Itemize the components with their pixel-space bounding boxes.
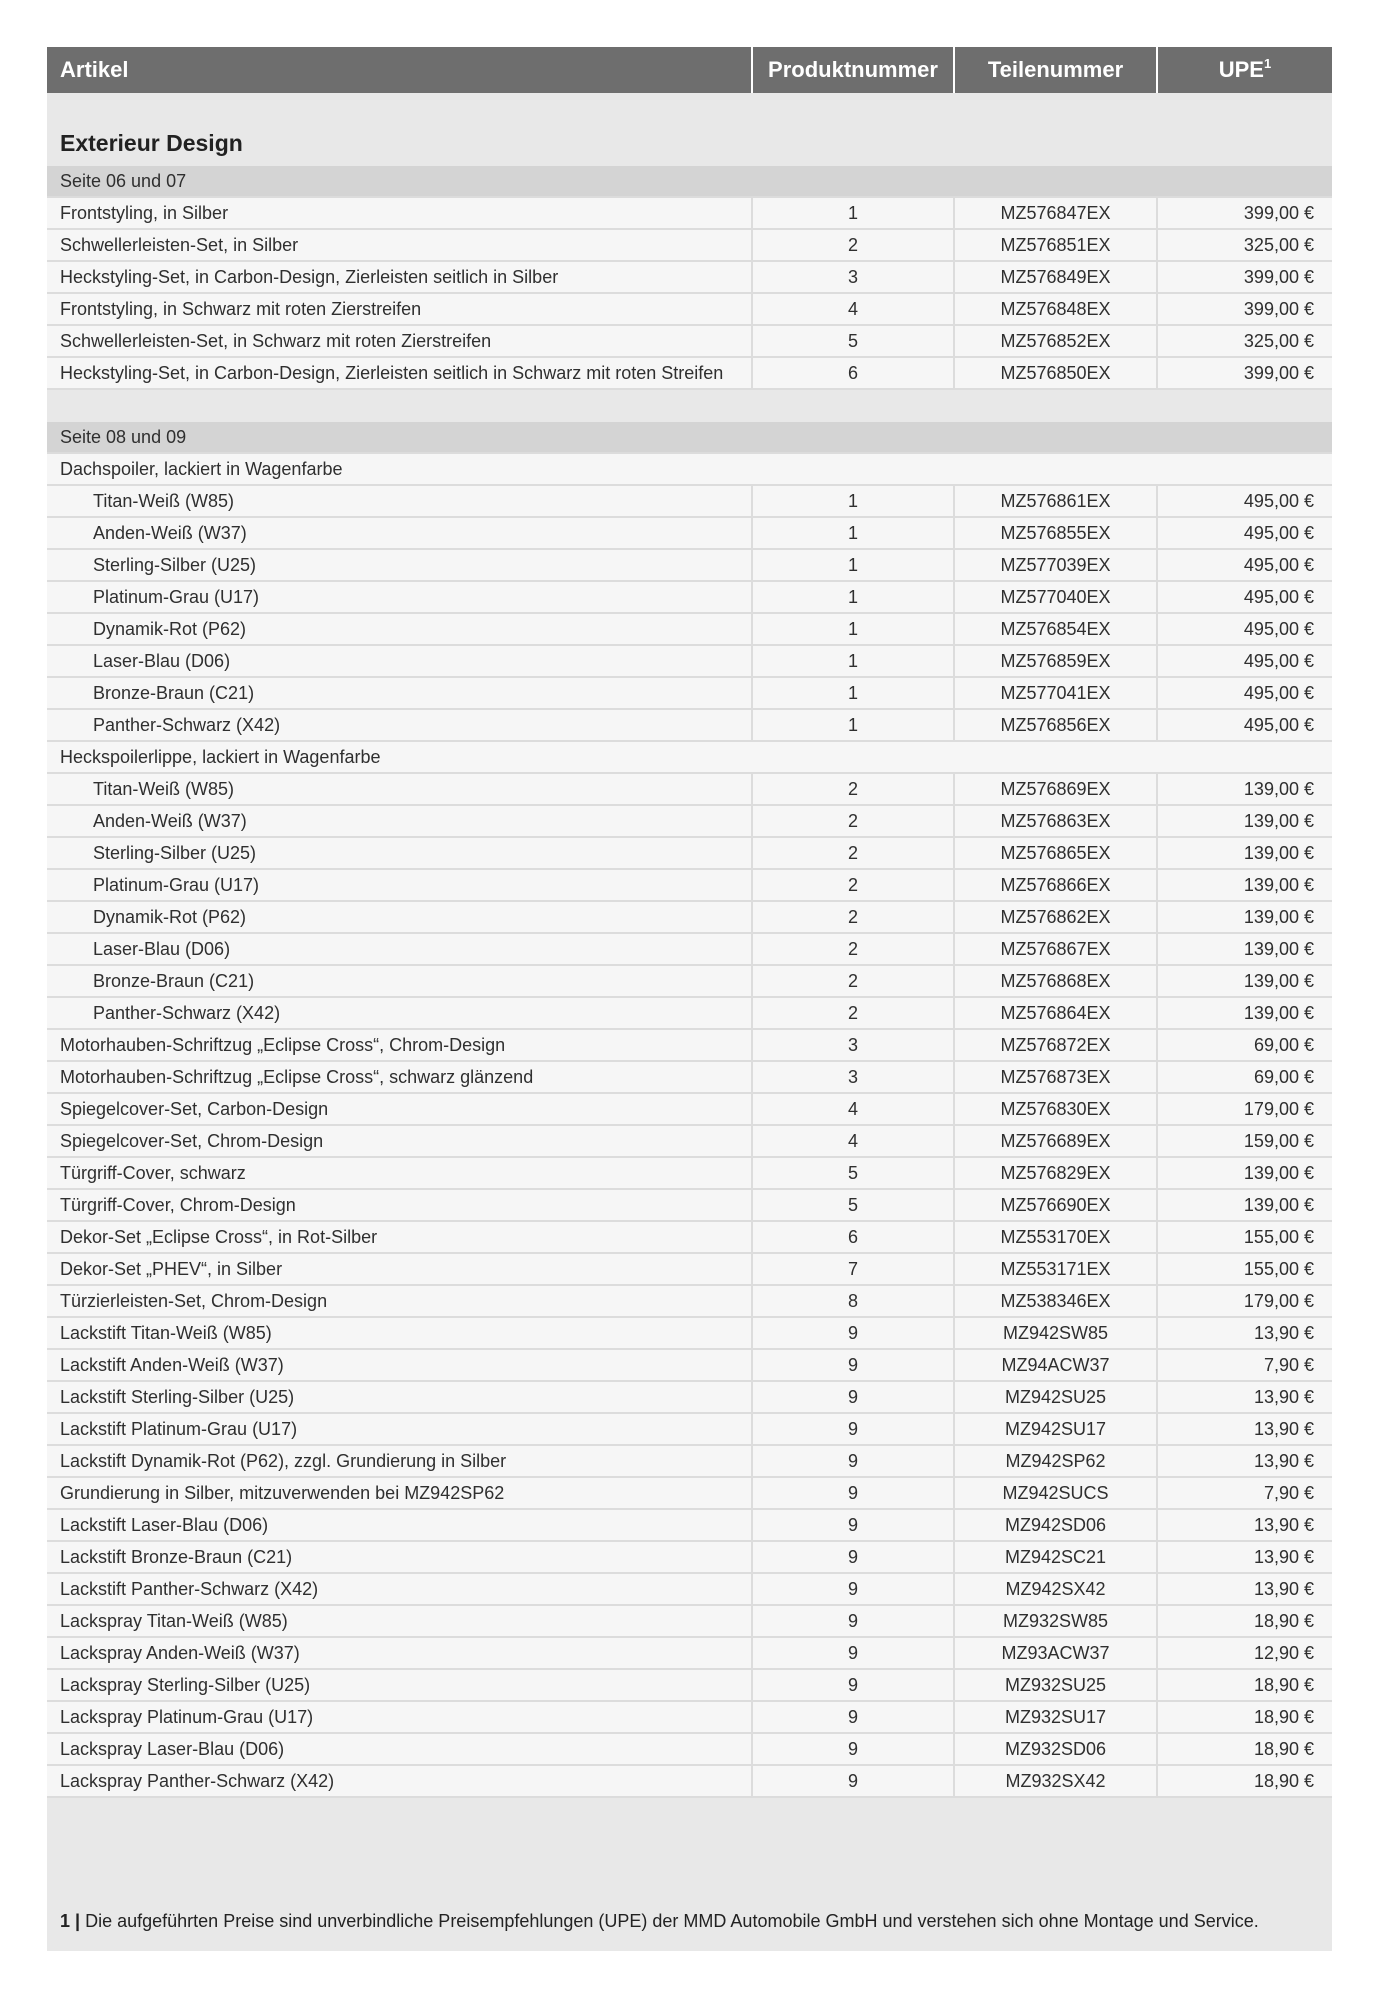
table-row [47, 1126, 1332, 1158]
artikel-cell: Lackstift Bronze-Braun (C21) [47, 1542, 751, 1572]
teilenummer-cell: MZ576873EX [955, 1062, 1156, 1092]
upe-label: UPE [1218, 57, 1264, 82]
upe-cell: 399,00 € [1158, 294, 1332, 324]
produktnummer-cell: 7 [753, 1254, 953, 1284]
teilenummer-cell: MZ576856EX [955, 710, 1156, 740]
artikel-cell: Schwellerleisten-Set, in Schwarz mit roten Zierstreifen [47, 326, 751, 356]
upe-cell: 399,00 € [1158, 198, 1332, 228]
artikel-cell: Sterling-Silber (U25) [47, 550, 751, 580]
produktnummer-cell: 9 [753, 1670, 953, 1700]
upe-cell: 495,00 € [1158, 678, 1332, 708]
produktnummer-cell: 1 [753, 550, 953, 580]
upe-cell: 495,00 € [1158, 582, 1332, 612]
table-row [47, 934, 1332, 966]
teilenummer-cell: MZ576849EX [955, 262, 1156, 292]
produktnummer-cell: 1 [753, 614, 953, 644]
upe-cell: 399,00 € [1158, 358, 1332, 388]
table-row [47, 518, 1332, 550]
produktnummer-cell: 2 [753, 966, 953, 996]
produktnummer-cell: 9 [753, 1574, 953, 1604]
column-header-teilenummer: Teilenummer [955, 47, 1156, 93]
upe-cell: 325,00 € [1158, 230, 1332, 260]
artikel-cell: Heckstyling-Set, in Carbon-Design, Zierleisten seitlich in Schwarz mit roten Streifen [47, 358, 751, 388]
teilenummer-cell: MZ576866EX [955, 870, 1156, 900]
teilenummer-cell: MZ576852EX [955, 326, 1156, 356]
price-table [47, 47, 1332, 1951]
artikel-cell: Motorhauben-Schriftzug „Eclipse Cross“, schwarz glänzend [47, 1062, 751, 1092]
produktnummer-cell: 4 [753, 1126, 953, 1156]
group-header-row [47, 742, 1332, 774]
produktnummer-cell: 2 [753, 838, 953, 868]
upe-cell: 139,00 € [1158, 902, 1332, 932]
upe-cell: 18,90 € [1158, 1734, 1332, 1764]
table-row [47, 326, 1332, 358]
teilenummer-cell: MZ577041EX [955, 678, 1156, 708]
upe-cell: 139,00 € [1158, 838, 1332, 868]
table-row [47, 230, 1332, 262]
table-row [47, 550, 1332, 582]
produktnummer-cell: 4 [753, 1094, 953, 1124]
produktnummer-cell: 9 [753, 1734, 953, 1764]
upe-cell: 13,90 € [1158, 1446, 1332, 1476]
produktnummer-cell: 3 [753, 1030, 953, 1060]
table-row [47, 1766, 1332, 1798]
teilenummer-cell: MZ576867EX [955, 934, 1156, 964]
teilenummer-cell: MZ553171EX [955, 1254, 1156, 1284]
teilenummer-cell: MZ576854EX [955, 614, 1156, 644]
upe-cell: 18,90 € [1158, 1606, 1332, 1636]
artikel-cell: Anden-Weiß (W37) [47, 518, 751, 548]
produktnummer-cell: 6 [753, 358, 953, 388]
table-row [47, 1286, 1332, 1318]
footnote [60, 1909, 1259, 1933]
table-row [47, 1350, 1332, 1382]
upe-cell: 7,90 € [1158, 1350, 1332, 1380]
column-header-artikel: Artikel [47, 47, 751, 93]
teilenummer-cell: MZ94ACW37 [955, 1350, 1156, 1380]
footnote-divider: | [75, 1911, 81, 1931]
teilenummer-cell: MZ942SU17 [955, 1414, 1156, 1444]
produktnummer-cell: 9 [753, 1638, 953, 1668]
teilenummer-cell: MZ932SU25 [955, 1670, 1156, 1700]
table-row [47, 262, 1332, 294]
table-row [47, 1062, 1332, 1094]
produktnummer-cell: 9 [753, 1542, 953, 1572]
produktnummer-cell: 2 [753, 774, 953, 804]
upe-cell: 495,00 € [1158, 486, 1332, 516]
upe-cell: 139,00 € [1158, 1158, 1332, 1188]
table-row [47, 1222, 1332, 1254]
table-row [47, 358, 1332, 390]
artikel-cell: Lackstift Panther-Schwarz (X42) [47, 1574, 751, 1604]
upe-cell: 13,90 € [1158, 1542, 1332, 1572]
produktnummer-cell: 9 [753, 1510, 953, 1540]
teilenummer-cell: MZ576847EX [955, 198, 1156, 228]
upe-cell: 69,00 € [1158, 1030, 1332, 1060]
artikel-cell: Spiegelcover-Set, Chrom-Design [47, 1126, 751, 1156]
produktnummer-cell: 9 [753, 1606, 953, 1636]
artikel-cell: Bronze-Braun (C21) [47, 966, 751, 996]
upe-cell: 139,00 € [1158, 870, 1332, 900]
teilenummer-cell: MZ576859EX [955, 646, 1156, 676]
produktnummer-cell: 5 [753, 1190, 953, 1220]
table-row [47, 294, 1332, 326]
teilenummer-cell: MZ932SD06 [955, 1734, 1156, 1764]
artikel-cell: Lackspray Anden-Weiß (W37) [47, 1638, 751, 1668]
table-row [47, 1414, 1332, 1446]
artikel-cell: Türgriff-Cover, schwarz [47, 1158, 751, 1188]
produktnummer-cell: 2 [753, 870, 953, 900]
produktnummer-cell: 9 [753, 1382, 953, 1412]
produktnummer-cell: 9 [753, 1478, 953, 1508]
upe-cell: 18,90 € [1158, 1670, 1332, 1700]
produktnummer-cell: 2 [753, 934, 953, 964]
artikel-cell: Frontstyling, in Silber [47, 198, 751, 228]
teilenummer-cell: MZ93ACW37 [955, 1638, 1156, 1668]
upe-cell: 13,90 € [1158, 1510, 1332, 1540]
artikel-cell: Lackspray Sterling-Silber (U25) [47, 1670, 751, 1700]
produktnummer-cell: 1 [753, 518, 953, 548]
teilenummer-cell: MZ942SD06 [955, 1510, 1156, 1540]
produktnummer-cell: 3 [753, 1062, 953, 1092]
upe-cell: 325,00 € [1158, 326, 1332, 356]
artikel-cell: Lackstift Sterling-Silber (U25) [47, 1382, 751, 1412]
artikel-cell: Dekor-Set „PHEV“, in Silber [47, 1254, 751, 1284]
artikel-cell: Türzierleisten-Set, Chrom-Design [47, 1286, 751, 1316]
table-row [47, 1734, 1332, 1766]
upe-cell: 495,00 € [1158, 710, 1332, 740]
teilenummer-cell: MZ932SW85 [955, 1606, 1156, 1636]
upe-cell: 179,00 € [1158, 1094, 1332, 1124]
produktnummer-cell: 2 [753, 902, 953, 932]
teilenummer-cell: MZ942SW85 [955, 1318, 1156, 1348]
produktnummer-cell: 1 [753, 486, 953, 516]
produktnummer-cell: 6 [753, 1222, 953, 1252]
artikel-cell: Bronze-Braun (C21) [47, 678, 751, 708]
upe-footnote-mark: 1 [1264, 56, 1272, 71]
table-row [47, 646, 1332, 678]
teilenummer-cell: MZ932SU17 [955, 1702, 1156, 1732]
table-row [47, 1190, 1332, 1222]
produktnummer-cell: 9 [753, 1766, 953, 1796]
artikel-cell: Dekor-Set „Eclipse Cross“, in Rot-Silber [47, 1222, 751, 1252]
teilenummer-cell: MZ576861EX [955, 486, 1156, 516]
teilenummer-cell: MZ576865EX [955, 838, 1156, 868]
column-header-produktnummer: Produktnummer [753, 47, 953, 93]
artikel-cell: Schwellerleisten-Set, in Silber [47, 230, 751, 260]
artikel-cell: Dynamik-Rot (P62) [47, 614, 751, 644]
upe-cell: 139,00 € [1158, 1190, 1332, 1220]
table-row [47, 806, 1332, 838]
teilenummer-cell: MZ942SC21 [955, 1542, 1156, 1572]
upe-cell: 18,90 € [1158, 1766, 1332, 1796]
artikel-cell: Heckstyling-Set, in Carbon-Design, Zierleisten seitlich in Silber [47, 262, 751, 292]
table-row [47, 1670, 1332, 1702]
table-row [47, 1446, 1332, 1478]
footnote-text: Die aufgeführten Preise sind unverbindliche Preisempfehlungen (UPE) der MMD Automobile GmbH und verstehen sich ohne Montage und Service. [85, 1911, 1259, 1931]
artikel-cell: Lackstift Dynamik-Rot (P62), zzgl. Grundierung in Silber [47, 1446, 751, 1476]
artikel-cell: Lackspray Panther-Schwarz (X42) [47, 1766, 751, 1796]
table-row [47, 1702, 1332, 1734]
teilenummer-cell: MZ576872EX [955, 1030, 1156, 1060]
table-row [47, 1254, 1332, 1286]
produktnummer-cell: 1 [753, 646, 953, 676]
table-row [47, 774, 1332, 806]
table-row [47, 1606, 1332, 1638]
group-header-label: Dachspoiler, lackiert in Wagenfarbe [47, 454, 1332, 484]
table-row [47, 614, 1332, 646]
upe-cell: 155,00 € [1158, 1222, 1332, 1252]
teilenummer-cell: MZ576848EX [955, 294, 1156, 324]
group-header-row [47, 454, 1332, 486]
produktnummer-cell: 9 [753, 1318, 953, 1348]
artikel-cell: Dynamik-Rot (P62) [47, 902, 751, 932]
teilenummer-cell: MZ576855EX [955, 518, 1156, 548]
artikel-cell: Platinum-Grau (U17) [47, 870, 751, 900]
teilenummer-cell: MZ576689EX [955, 1126, 1156, 1156]
upe-cell: 7,90 € [1158, 1478, 1332, 1508]
artikel-cell: Panther-Schwarz (X42) [47, 710, 751, 740]
teilenummer-cell: MZ576690EX [955, 1190, 1156, 1220]
artikel-cell: Motorhauben-Schriftzug „Eclipse Cross“, Chrom-Design [47, 1030, 751, 1060]
table-row [47, 678, 1332, 710]
upe-cell: 139,00 € [1158, 934, 1332, 964]
table-row [47, 838, 1332, 870]
upe-cell: 69,00 € [1158, 1062, 1332, 1092]
teilenummer-cell: MZ553170EX [955, 1222, 1156, 1252]
artikel-cell: Sterling-Silber (U25) [47, 838, 751, 868]
produktnummer-cell: 2 [753, 806, 953, 836]
produktnummer-cell: 1 [753, 582, 953, 612]
teilenummer-cell: MZ577040EX [955, 582, 1156, 612]
table-row [47, 1542, 1332, 1574]
artikel-cell: Frontstyling, in Schwarz mit roten Zierstreifen [47, 294, 751, 324]
table-row [47, 582, 1332, 614]
teilenummer-cell: MZ576829EX [955, 1158, 1156, 1188]
artikel-cell: Lackspray Laser-Blau (D06) [47, 1734, 751, 1764]
teilenummer-cell: MZ942SU25 [955, 1382, 1156, 1412]
column-header-upe [1158, 47, 1332, 93]
teilenummer-cell: MZ576850EX [955, 358, 1156, 388]
produktnummer-cell: 5 [753, 326, 953, 356]
group-header-label: Heckspoilerlippe, lackiert in Wagenfarbe [47, 742, 1332, 772]
teilenummer-cell: MZ576862EX [955, 902, 1156, 932]
page-reference-label: Seite 06 und 07 [47, 166, 1332, 198]
table-row [47, 1638, 1332, 1670]
teilenummer-cell: MZ942SP62 [955, 1446, 1156, 1476]
upe-cell: 13,90 € [1158, 1382, 1332, 1412]
teilenummer-cell: MZ576863EX [955, 806, 1156, 836]
teilenummer-cell: MZ577039EX [955, 550, 1156, 580]
table-row [47, 1158, 1332, 1190]
teilenummer-cell: MZ576851EX [955, 230, 1156, 260]
artikel-cell: Laser-Blau (D06) [47, 934, 751, 964]
table-row [47, 710, 1332, 742]
section-title: Exterieur Design [60, 130, 243, 156]
upe-cell: 13,90 € [1158, 1414, 1332, 1444]
upe-cell: 179,00 € [1158, 1286, 1332, 1316]
table-row [47, 198, 1332, 230]
artikel-cell: Titan-Weiß (W85) [47, 486, 751, 516]
produktnummer-cell: 2 [753, 230, 953, 260]
upe-cell: 495,00 € [1158, 614, 1332, 644]
upe-cell: 139,00 € [1158, 774, 1332, 804]
upe-cell: 139,00 € [1158, 998, 1332, 1028]
upe-cell: 155,00 € [1158, 1254, 1332, 1284]
artikel-cell: Grundierung in Silber, mitzuverwenden bei MZ942SP62 [47, 1478, 751, 1508]
table-header [47, 47, 1332, 93]
table-row [47, 1574, 1332, 1606]
teilenummer-cell: MZ942SX42 [955, 1574, 1156, 1604]
table-row [47, 902, 1332, 934]
artikel-cell: Lackspray Titan-Weiß (W85) [47, 1606, 751, 1636]
footnote-mark: 1 [60, 1911, 71, 1931]
upe-cell: 159,00 € [1158, 1126, 1332, 1156]
artikel-cell: Titan-Weiß (W85) [47, 774, 751, 804]
upe-cell: 13,90 € [1158, 1318, 1332, 1348]
upe-cell: 18,90 € [1158, 1702, 1332, 1732]
teilenummer-cell: MZ576869EX [955, 774, 1156, 804]
produktnummer-cell: 3 [753, 262, 953, 292]
teilenummer-cell: MZ932SX42 [955, 1766, 1156, 1796]
produktnummer-cell: 9 [753, 1702, 953, 1732]
artikel-cell: Spiegelcover-Set, Carbon-Design [47, 1094, 751, 1124]
teilenummer-cell: MZ576864EX [955, 998, 1156, 1028]
table-row [47, 966, 1332, 998]
artikel-cell: Lackspray Platinum-Grau (U17) [47, 1702, 751, 1732]
upe-cell: 13,90 € [1158, 1574, 1332, 1604]
artikel-cell: Laser-Blau (D06) [47, 646, 751, 676]
produktnummer-cell: 5 [753, 1158, 953, 1188]
table-row [47, 1318, 1332, 1350]
upe-cell: 399,00 € [1158, 262, 1332, 292]
artikel-cell: Anden-Weiß (W37) [47, 806, 751, 836]
upe-cell: 12,90 € [1158, 1638, 1332, 1668]
table-row [47, 1382, 1332, 1414]
table-row [47, 870, 1332, 902]
produktnummer-cell: 9 [753, 1446, 953, 1476]
produktnummer-cell: 8 [753, 1286, 953, 1316]
table-row [47, 1094, 1332, 1126]
produktnummer-cell: 4 [753, 294, 953, 324]
upe-cell: 495,00 € [1158, 518, 1332, 548]
produktnummer-cell: 1 [753, 678, 953, 708]
artikel-cell: Lackstift Anden-Weiß (W37) [47, 1350, 751, 1380]
artikel-cell: Lackstift Laser-Blau (D06) [47, 1510, 751, 1540]
artikel-cell: Lackstift Platinum-Grau (U17) [47, 1414, 751, 1444]
artikel-cell: Lackstift Titan-Weiß (W85) [47, 1318, 751, 1348]
teilenummer-cell: MZ576868EX [955, 966, 1156, 996]
artikel-cell: Platinum-Grau (U17) [47, 582, 751, 612]
upe-cell: 139,00 € [1158, 966, 1332, 996]
table-row [47, 486, 1332, 518]
upe-cell: 495,00 € [1158, 646, 1332, 676]
page-reference-label: Seite 08 und 09 [47, 422, 1332, 454]
artikel-cell: Panther-Schwarz (X42) [47, 998, 751, 1028]
section-spacer [47, 390, 1332, 422]
artikel-cell: Türgriff-Cover, Chrom-Design [47, 1190, 751, 1220]
table-row [47, 1030, 1332, 1062]
produktnummer-cell: 9 [753, 1350, 953, 1380]
table-row [47, 1478, 1332, 1510]
teilenummer-cell: MZ576830EX [955, 1094, 1156, 1124]
upe-cell: 495,00 € [1158, 550, 1332, 580]
produktnummer-cell: 9 [753, 1414, 953, 1444]
upe-cell: 139,00 € [1158, 806, 1332, 836]
table-row [47, 998, 1332, 1030]
table-row [47, 1510, 1332, 1542]
produktnummer-cell: 1 [753, 198, 953, 228]
produktnummer-cell: 1 [753, 710, 953, 740]
teilenummer-cell: MZ538346EX [955, 1286, 1156, 1316]
produktnummer-cell: 2 [753, 998, 953, 1028]
teilenummer-cell: MZ942SUCS [955, 1478, 1156, 1508]
